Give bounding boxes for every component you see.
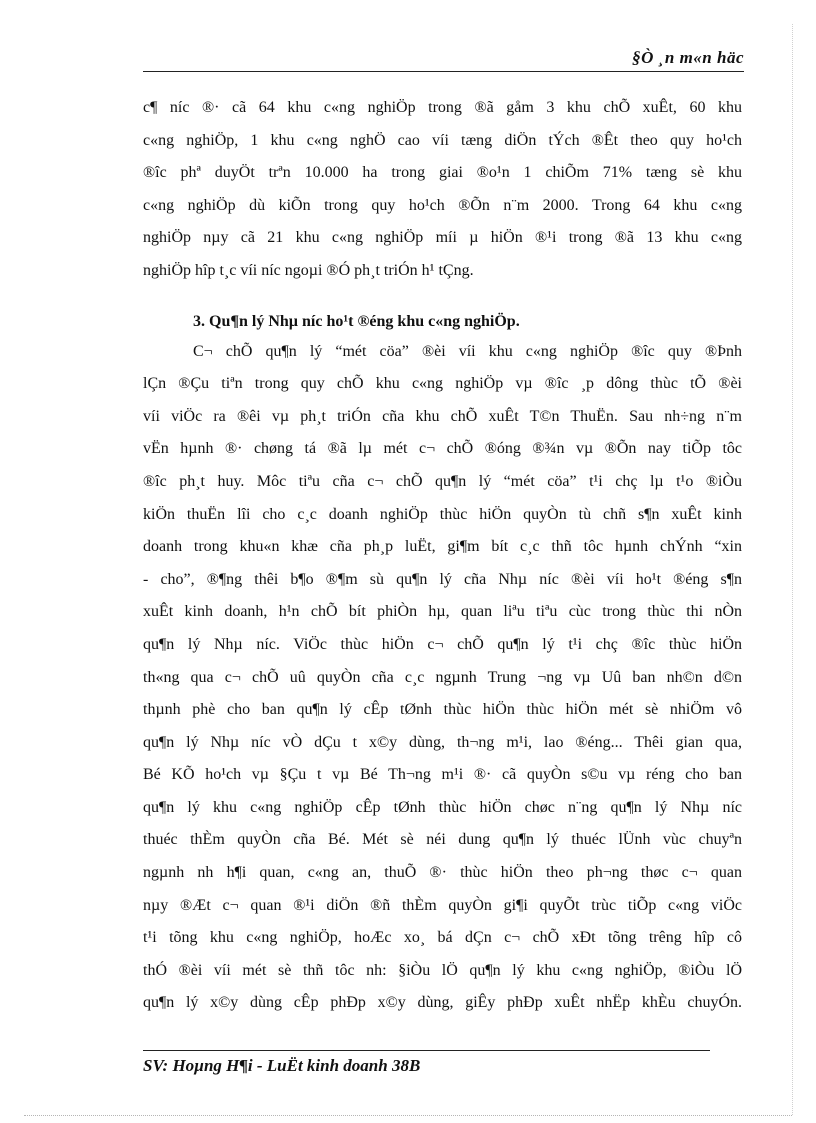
body-line: t¹i tõng khu c«ng nghiÖp, hoÆc xo¸ bá dÇn c¬ chÕ xÐt tõng trêng hîp cô	[143, 929, 742, 947]
body-line: doanh trong khu«n khæ cña ph¸p luËt, gi¶m bít c¸c thñ tôc hµnh chÝnh “xin	[143, 538, 742, 556]
page-header-title: §Ò ¸n m«n häc	[632, 48, 744, 67]
body-line: Bé KÕ ho¹ch vµ §Çu t vµ Bé Th¬ng m¹i ®· cã quyÒn s©u vµ réng cho ban	[143, 766, 742, 784]
body-line: vËn hµnh ®· chøng tá ®ã lµ mét c¬ chÕ ®óng ®¾n vµ ®Õn nay tiÕp tôc	[143, 440, 742, 458]
body-line: nµy ®Æt c¬ quan ®¹i diÖn ®ñ thÈm quyÒn gi¶i quyÕt trùc tiÕp c«ng viÖc	[143, 896, 742, 914]
header-divider	[143, 71, 744, 72]
body-line: C¬ chÕ qu¶n lý “mét cöa” ®èi víi khu c«ng nghiÖp ®îc quy ®Þnh	[193, 342, 742, 360]
body-line: qu¶n lý x©y dùng cÊp phÐp x©y dùng, giÊy phÐp xuÊt nhËp khÈu chuyÓn.	[143, 994, 742, 1012]
body-line: xuÊt kinh doanh, h¹n chÕ bít phiÒn hµ, quan liªu tiªu cùc trong thùc thi nÒn	[143, 603, 742, 621]
body-line: c«ng nghiÖp, 1 khu c«ng nghÖ cao víi tæng diÖn tÝch ®Êt theo quy ho¹ch	[143, 131, 742, 149]
body-line: th«ng qua c¬ chÕ uû quyÒn cña c¸c ngµnh Trung ¬ng vµ Uû ban nh©n d©n	[143, 668, 742, 686]
body-line: kiÖn thuËn lîi cho c¸c doanh nghiÖp thùc hiÖn quyÒn tù chñ s¶n xuÊt kinh	[143, 505, 742, 523]
page-bottom-border	[24, 1115, 792, 1116]
body-line: lÇn ®Çu tiªn trong quy chÕ khu c«ng nghiÖp vµ ®îc ¸p dông thùc tÕ ®èi	[143, 375, 742, 393]
section-heading: 3. Qu¶n lý Nhµ níc ho¹t ®éng khu c«ng nghiÖp.	[193, 312, 520, 330]
body-line: ®îc ph¸t huy. Môc tiªu cña c¬ chÕ qu¶n lý “mét cöa” t¹i chç lµ t¹o ®iÒu	[143, 472, 742, 490]
body-line: c«ng nghiÖp dù kiÕn trong quy ho¹ch ®Õn n¨m 2000. Trong 64 khu c«ng	[143, 196, 742, 214]
body-line: qu¶n lý Nhµ níc vÒ dÇu t x©y dùng, th¬ng m¹i, lao ®éng... Thêi gian qua,	[143, 733, 742, 751]
body-line: - cho”, ®¶ng thêi b¶o ®¶m sù qu¶n lý cña Nhµ níc ®èi víi ho¹t ®éng s¶n	[143, 570, 742, 588]
document-body	[143, 92, 742, 1020]
body-line: víi viÖc ra ®êi vµ ph¸t triÓn cña khu chÕ xuÊt T©n ThuËn. Sau nh÷ng n¨m	[143, 407, 742, 425]
footer-divider	[143, 1050, 710, 1051]
body-line: thuéc thÈm quyÒn cña Bé. Mét sè néi dung qu¶n lý thuéc lÜnh vùc chuyªn	[143, 831, 742, 849]
page-footer: SV: Hoµng H¶i - LuËt kinh doanh 38B	[143, 1056, 421, 1075]
body-line: nghiÖp nµy cã 21 khu c«ng nghiÖp míi µ hiÖn ®¹i trong ®ã 13 khu c«ng	[143, 229, 742, 247]
body-line: c¶ níc ®· cã 64 khu c«ng nghiÖp trong ®ã gåm 3 khu chÕ xuÊt, 60 khu	[143, 99, 742, 116]
body-line: nghiÖp hîp t¸c víi níc ngoµi ®Ó ph¸t triÓn h¹ tÇng.	[143, 261, 474, 279]
paragraph-spacer	[143, 288, 742, 306]
body-line: ®îc phª duyÖt trªn 10.000 ha trong giai ®o¹n 1 chiÕm 71% tæng sè khu	[143, 164, 742, 182]
page-right-border	[792, 24, 793, 1115]
body-line: ngµnh nh h¶i quan, c«ng an, thuÕ ®· thùc hiÖn theo ph¬ng thøc c¬ quan	[143, 864, 742, 882]
body-line: qu¶n lý Nhµ níc. ViÖc thùc hiÖn c¬ chÕ qu¶n lý t¹i chç ®îc thùc hiÖn	[143, 635, 742, 653]
body-line: thµnh phè cho ban qu¶n lý cÊp tØnh thùc hiÖn thùc hiÖn mét sè nhiÖm vô	[143, 701, 742, 719]
body-line: qu¶n lý khu c«ng nghiÖp cÊp tØnh thùc hiÖn chøc n¨ng qu¶n lý Nhµ níc	[143, 798, 742, 816]
body-line: thÓ ®èi víi mét sè thñ tôc nh: §iÒu lÖ qu¶n lý khu c«ng nghiÖp, ®iÒu lÖ	[143, 961, 742, 979]
